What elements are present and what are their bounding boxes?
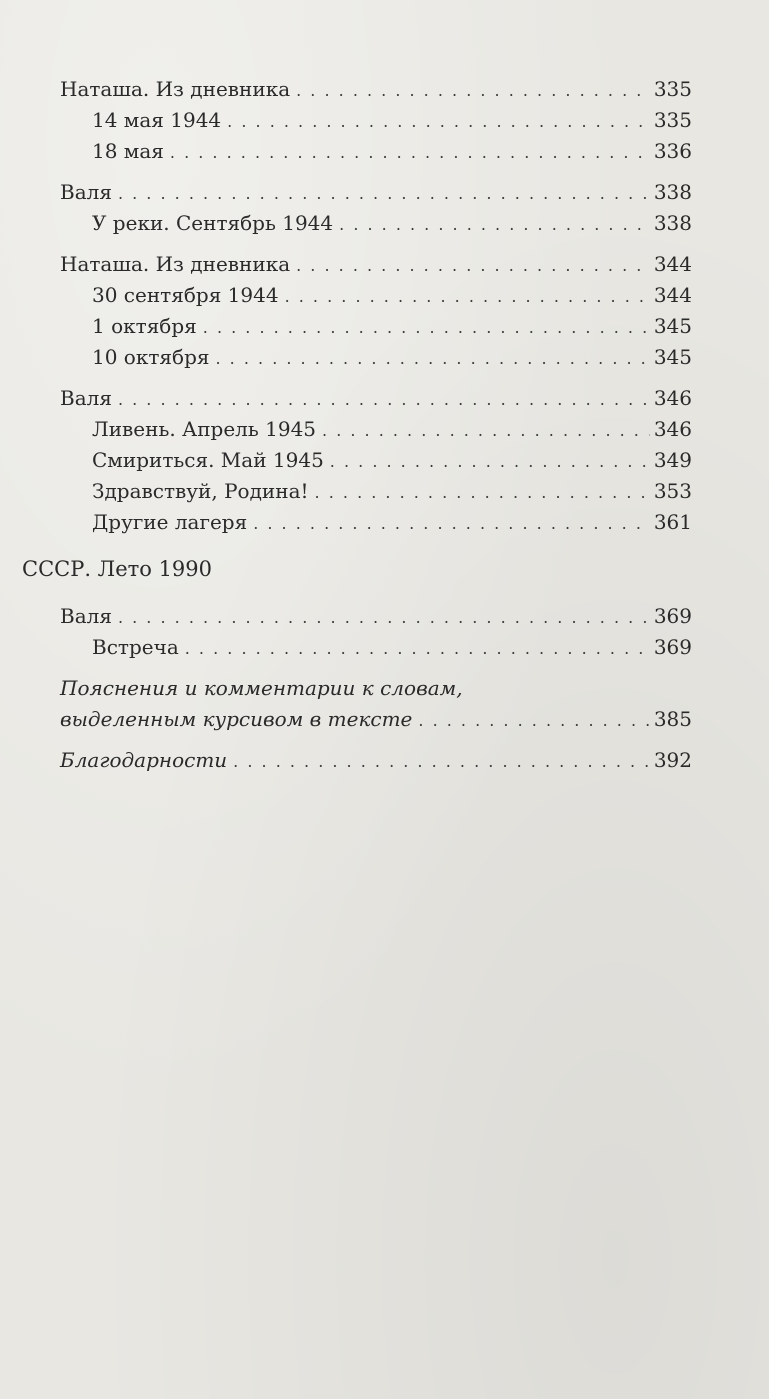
dot-leader: [253, 508, 650, 539]
toc-group: [60, 177, 692, 239]
dot-leader: [418, 705, 649, 736]
toc-entry-page: 344: [653, 283, 692, 307]
toc-entry-title: Другие лагеря: [92, 510, 248, 534]
toc-entry: [60, 280, 692, 311]
dot-leader: [118, 602, 650, 633]
toc-entry: [60, 208, 692, 239]
toc-entry-page: 345: [653, 314, 692, 338]
toc-entry-title: 10 октября: [92, 345, 210, 369]
dot-leader: [285, 281, 650, 312]
dot-leader: [203, 312, 650, 343]
toc-entry-thanks: [60, 745, 692, 776]
toc-entry-title: Валя: [60, 604, 112, 628]
toc-entry-title: 14 мая 1944: [92, 108, 222, 132]
toc-entry-page: 369: [653, 604, 692, 628]
toc-entry-title: Наташа. Из дневника: [60, 77, 291, 101]
toc-entry: [60, 311, 692, 342]
toc-entry-title: Валя: [60, 386, 112, 410]
toc-entry-title: Встреча: [92, 635, 179, 659]
notes-title-line-2: выделенным курсивом в тексте: [60, 707, 413, 731]
toc-group: [60, 249, 692, 373]
dot-leader: [118, 178, 650, 209]
toc-entry-page: 346: [653, 417, 692, 441]
toc-entry-page: 335: [653, 77, 692, 101]
toc-entry-page: 353: [653, 479, 692, 503]
toc-entry-page: 369: [653, 635, 692, 659]
part-title: СССР. Лето 1990: [22, 557, 213, 581]
thanks-title: Благодарности: [60, 748, 228, 772]
toc-entry-title: Смириться. Май 1945: [92, 448, 324, 472]
toc-entry: [60, 476, 692, 507]
toc-entry: [60, 74, 692, 105]
dot-leader: [185, 633, 650, 664]
toc-entry-page: 344: [653, 252, 692, 276]
dot-leader: [330, 446, 650, 477]
toc-entry: [60, 177, 692, 208]
dot-leader: [322, 415, 650, 446]
dot-leader: [170, 137, 650, 168]
toc-entry-title: Наташа. Из дневника: [60, 252, 291, 276]
toc-entry: [60, 601, 692, 632]
dot-leader: [339, 209, 650, 240]
toc-entry: [60, 105, 692, 136]
toc-entry-notes: [60, 704, 692, 735]
dot-leader: [315, 477, 650, 508]
toc-group: [60, 601, 692, 663]
toc-entry: [60, 136, 692, 167]
toc-entry-page: 361: [653, 510, 692, 534]
dot-leader: [216, 343, 650, 374]
toc-entry-page: 345: [653, 345, 692, 369]
toc-entry: [60, 383, 692, 414]
toc-entry-page: 338: [653, 180, 692, 204]
toc-group: [60, 383, 692, 538]
toc-entry-page: 349: [653, 448, 692, 472]
toc-group: [60, 74, 692, 167]
notes-title-line-1: Пояснения и комментарии к словам,: [60, 676, 463, 700]
dot-leader: [296, 250, 650, 281]
toc-entry-page: 338: [653, 211, 692, 235]
toc-entry-title: Здравствуй, Родина!: [92, 479, 309, 503]
toc-entry-title: 18 мая: [92, 139, 164, 163]
toc-entry-page: 346: [653, 386, 692, 410]
toc-entry: [60, 249, 692, 280]
toc-entry-title: Ливень. Апрель 1945: [92, 417, 317, 441]
dot-leader: [296, 75, 650, 106]
toc-entry-page: 335: [653, 108, 692, 132]
toc-entry-page: 385: [653, 707, 692, 731]
dot-leader: [233, 746, 650, 777]
toc-entry-page: 336: [653, 139, 692, 163]
toc-entry-title: Валя: [60, 180, 112, 204]
table-of-contents: [22, 74, 692, 786]
toc-entry-title: У реки. Сентябрь 1944: [92, 211, 334, 235]
toc-group-thanks: [60, 745, 692, 776]
toc-entry-title: 1 октября: [92, 314, 197, 338]
toc-entry: [60, 445, 692, 476]
dot-leader: [118, 384, 650, 415]
toc-entry: [60, 632, 692, 663]
toc-entry-title: 30 сентября 1944: [92, 283, 279, 307]
toc-entry: [60, 342, 692, 373]
dot-leader: [227, 106, 650, 137]
toc-group-notes: [60, 673, 692, 735]
toc-entry-page: 392: [653, 748, 692, 772]
toc-entry: [60, 507, 692, 538]
toc-entry: [60, 414, 692, 445]
